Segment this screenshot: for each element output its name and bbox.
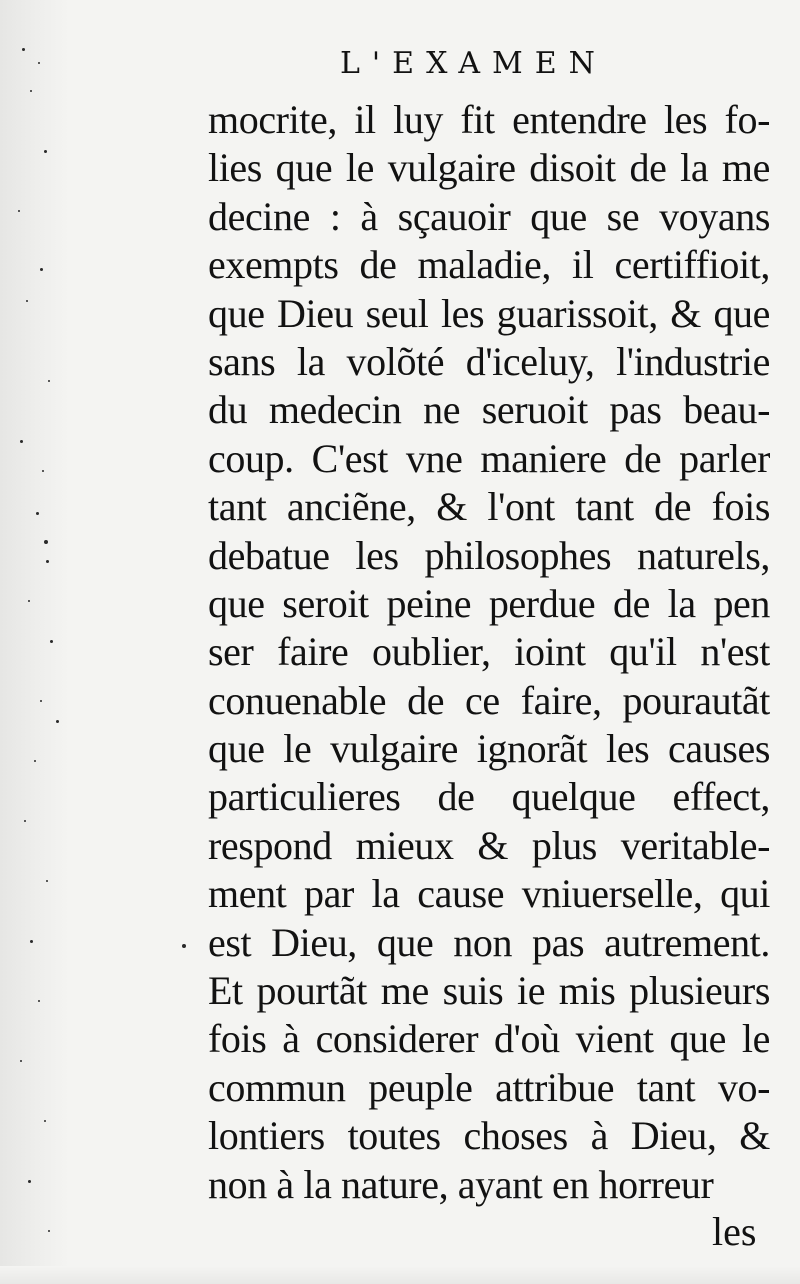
ink-speck	[40, 700, 42, 702]
ink-speck	[34, 760, 36, 762]
text-line: ser faire oublier, ioint qu'il n'est	[208, 629, 770, 675]
ink-speck	[182, 944, 186, 948]
text-line: decine : à sçauoir que se voyans	[208, 193, 770, 239]
ink-speck	[28, 1180, 31, 1183]
text-line: respond mieux & plus veritable-	[208, 822, 770, 868]
text-line: coup. C'est vne maniere de parler	[208, 435, 770, 481]
ink-speck	[30, 90, 32, 92]
text-line: fois à considerer d'où vient que le	[208, 1016, 770, 1062]
ink-speck	[44, 1120, 46, 1122]
running-head: L'EXAMEN	[340, 46, 607, 81]
page-bottom-edge	[0, 1266, 800, 1284]
ink-speck	[46, 560, 49, 563]
ink-speck	[46, 880, 48, 882]
ink-speck	[20, 1060, 22, 1062]
text-line: mocrite, il luy fit entendre les fo-	[208, 97, 770, 142]
ink-speck	[44, 150, 47, 153]
ink-speck	[44, 540, 48, 544]
text-line: que seroit peine perdue de la pen	[208, 580, 770, 626]
ink-speck	[48, 1230, 50, 1232]
text-line: que Dieu seul les guarissoit, & que	[208, 290, 770, 336]
ink-speck	[22, 48, 25, 51]
ink-speck	[56, 720, 59, 723]
text-line: non à la nature, ayant en horreur	[208, 1161, 714, 1207]
text-line: lontiers toutes choses à Dieu, &	[208, 1113, 770, 1159]
text-line: Et pourtãt me suis ie mis plusieurs	[208, 968, 770, 1014]
ink-speck	[40, 268, 43, 271]
ink-speck	[48, 380, 50, 382]
text-line: est Dieu, que non pas autrement.	[208, 919, 770, 965]
text-line: particulieres de quelque effect,	[208, 774, 770, 820]
body-text	[208, 96, 770, 1209]
text-line: lies que le vulgaire disoit de la me	[208, 145, 770, 191]
text-line: conuenable de ce faire, pourautãt	[208, 677, 770, 723]
catchword: les	[712, 1209, 757, 1254]
ink-speck	[30, 940, 33, 943]
ink-speck	[36, 512, 39, 515]
text-line: du medecin ne seruoit pas beau-	[208, 387, 770, 433]
ink-speck	[38, 62, 40, 64]
ink-speck	[26, 300, 28, 302]
ink-speck	[38, 1000, 40, 1002]
text-line: ment par la cause vniuerselle, qui	[208, 871, 770, 917]
text-line: debatue les philosophes naturels,	[208, 532, 770, 578]
ink-speck	[50, 640, 53, 643]
ink-speck	[18, 210, 20, 212]
text-line: commun peuple attribue tant vo-	[208, 1064, 770, 1110]
ink-speck	[42, 470, 44, 472]
ink-speck	[28, 600, 30, 602]
text-line: exempts de maladie, il certiffioit,	[208, 242, 770, 288]
text-line: que le vulgaire ignorãt les causes	[208, 726, 770, 772]
page-gutter	[0, 0, 70, 1284]
ink-speck	[20, 440, 23, 443]
ink-speck	[24, 820, 26, 822]
text-line: sans la volõté d'iceluy, l'industrie	[208, 338, 770, 384]
text-line: tant anciẽne, & l'ont tant de fois	[208, 484, 770, 530]
